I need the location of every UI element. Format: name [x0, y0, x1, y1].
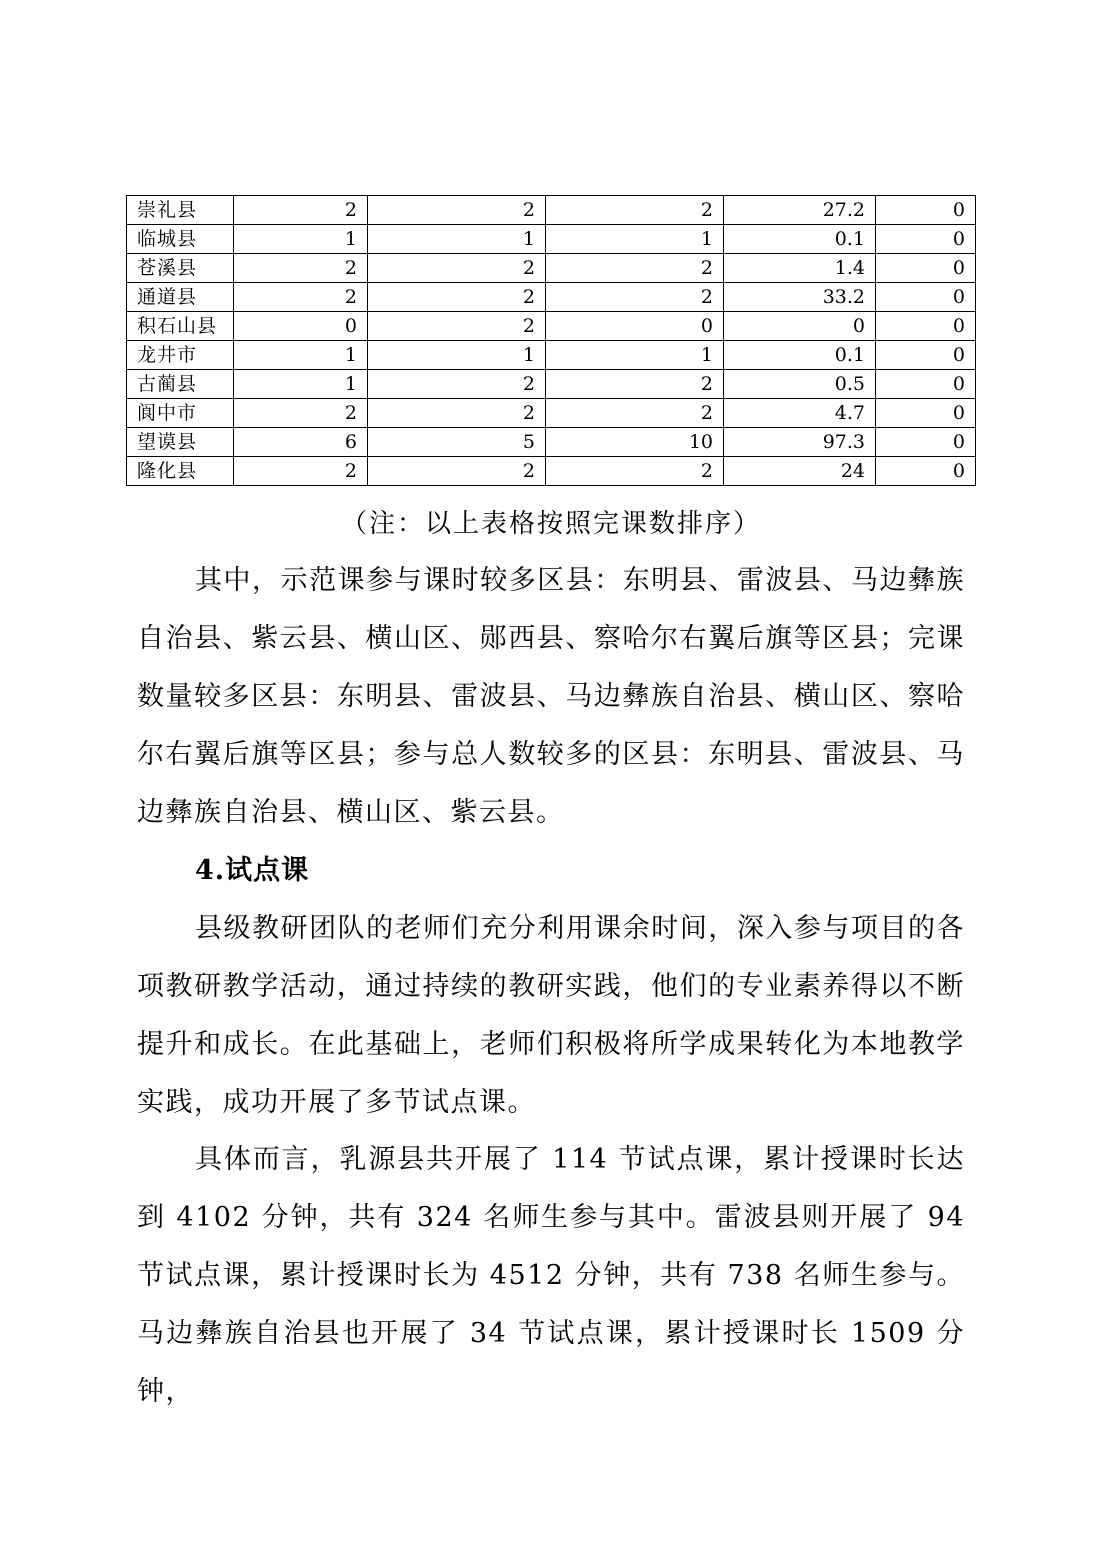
value-cell: 1 [368, 341, 546, 370]
value-cell: 1 [234, 341, 368, 370]
paragraph-intro: 县级教研团队的老师们充分利用课余时间，深入参与项目的各项教研教学活动，通过持续的教研实践，他们的专业素养得以不断提升和成长。在此基础上，老师们积极将所学成果转化为本地教学实践，成功开展了多节试点课。 [137, 913, 965, 1118]
value-cell: 0 [876, 312, 976, 341]
county-name-cell: 临城县 [127, 225, 234, 254]
data-table [126, 195, 976, 486]
county-name-cell: 苍溪县 [127, 254, 234, 283]
table-row [127, 283, 976, 312]
value-cell: 2 [234, 457, 368, 486]
value-cell: 2 [234, 196, 368, 225]
county-name-cell: 积石山县 [127, 312, 234, 341]
value-cell: 27.2 [724, 196, 876, 225]
county-name-cell: 望谟县 [127, 428, 234, 457]
value-cell: 0 [546, 312, 724, 341]
county-name-cell: 龙井市 [127, 341, 234, 370]
table-row [127, 254, 976, 283]
value-cell: 4.7 [724, 399, 876, 428]
value-cell: 0.1 [724, 225, 876, 254]
table-row [127, 370, 976, 399]
value-cell: 6 [234, 428, 368, 457]
value-cell: 1 [234, 225, 368, 254]
value-cell: 5 [368, 428, 546, 457]
value-cell: 2 [368, 196, 546, 225]
value-cell: 33.2 [724, 283, 876, 312]
value-cell: 0.5 [724, 370, 876, 399]
value-cell: 0 [876, 341, 976, 370]
value-cell: 2 [234, 283, 368, 312]
value-cell: 0 [876, 370, 976, 399]
value-cell: 0 [876, 457, 976, 486]
value-cell: 0 [876, 283, 976, 312]
value-cell: 1 [546, 225, 724, 254]
value-cell: 1.4 [724, 254, 876, 283]
table-row [127, 312, 976, 341]
county-name-cell: 阆中市 [127, 399, 234, 428]
county-name-cell: 古蔺县 [127, 370, 234, 399]
table-body [127, 196, 976, 486]
value-cell: 1 [234, 370, 368, 399]
table-row [127, 196, 976, 225]
value-cell: 24 [724, 457, 876, 486]
value-cell: 2 [234, 399, 368, 428]
value-cell: 2 [368, 283, 546, 312]
value-cell: 0 [876, 196, 976, 225]
value-cell: 1 [368, 225, 546, 254]
value-cell: 1 [546, 341, 724, 370]
table-row [127, 457, 976, 486]
value-cell: 2 [368, 399, 546, 428]
value-cell: 2 [546, 254, 724, 283]
value-cell: 2 [368, 457, 546, 486]
table-row [127, 225, 976, 254]
county-name-cell: 崇礼县 [127, 196, 234, 225]
value-cell: 2 [368, 370, 546, 399]
value-cell: 10 [546, 428, 724, 457]
value-cell: 97.3 [724, 428, 876, 457]
value-cell: 2 [546, 457, 724, 486]
value-cell: 2 [546, 196, 724, 225]
value-cell: 0 [724, 312, 876, 341]
table-note: （注：以上表格按照完课数排序） [340, 509, 761, 539]
value-cell: 0 [234, 312, 368, 341]
value-cell: 0 [876, 225, 976, 254]
table-row [127, 428, 976, 457]
value-cell: 2 [546, 399, 724, 428]
value-cell: 2 [368, 254, 546, 283]
value-cell: 2 [546, 283, 724, 312]
value-cell: 0 [876, 428, 976, 457]
county-name-cell: 隆化县 [127, 457, 234, 486]
table-row [127, 341, 976, 370]
value-cell: 0 [876, 254, 976, 283]
section-heading: 4.试点课 [195, 855, 310, 886]
value-cell: 0.1 [724, 341, 876, 370]
value-cell: 2 [546, 370, 724, 399]
paragraph-details: 具体而言，乳源县共开展了 114 节试点课，累计授课时长达到 4102 分钟，共有 324 名师生参与其中。雷波县则开展了 94 节试点课，累计授课时长为 4512 分钟，共有 738 名师生参与。马边彝族自治县也开展了 34 节试点课，累计授课时长 1509 分钟， [137, 1144, 965, 1407]
paragraph-summary: 其中，示范课参与课时较多区县：东明县、雷波县、马边彝族自治县、紫云县、横山区、郧西县、察哈尔右翼后旗等区县；完课数量较多区县：东明县、雷波县、马边彝族自治县、横山区、察哈尔右翼后旗等区县；参与总人数较多的区县：东明县、雷波县、马边彝族自治县、横山区、紫云县。 [137, 565, 965, 828]
value-cell: 0 [876, 399, 976, 428]
value-cell: 2 [368, 312, 546, 341]
table-row [127, 399, 976, 428]
county-name-cell: 通道县 [127, 283, 234, 312]
value-cell: 2 [234, 254, 368, 283]
